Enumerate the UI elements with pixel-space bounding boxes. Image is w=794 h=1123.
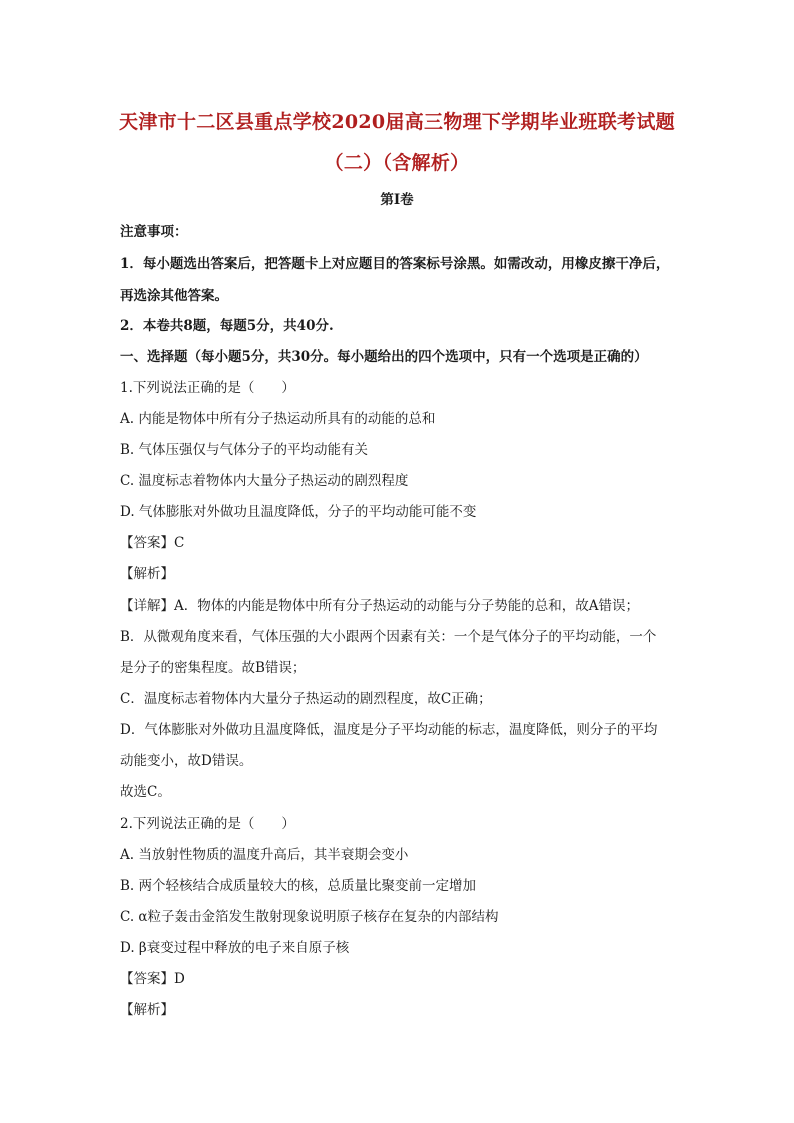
question-1-option-d: D. 气体膨胀对外做功且温度降低，分子的平均动能可能不变 <box>120 504 477 520</box>
question-2-option-d: D. β衰变过程中释放的电子来自原子核 <box>120 940 350 956</box>
notes-heading: 注意事项： <box>120 224 188 240</box>
question-1-option-c: C. 温度标志着物体内大量分子热运动的剧烈程度 <box>120 473 409 489</box>
section-heading: 一、选择题（每小题5分，共30分。每小题给出的四个选项中，只有一个选项是正确的） <box>120 349 648 365</box>
question-1-detail-line-3: 是分子的密集程度。故B错误； <box>120 660 306 676</box>
question-1-stem: 1.下列说法正确的是（ ） <box>120 380 295 396</box>
question-1-detail-line-1: 【详解】A．物体的内能是物体中所有分子热运动的动能与分子势能的总和，故A错误； <box>120 598 639 614</box>
document-title-line-1: 天津市十二区县重点学校2020届高三物理下学期毕业班联考试题 <box>119 111 675 133</box>
volume-label: 第Ⅰ卷 <box>380 192 414 208</box>
question-1-analysis-label: 【解析】 <box>120 566 174 582</box>
question-2-analysis-label: 【解析】 <box>120 1002 174 1018</box>
notes-item-1-line-2: 再选涂其他答案。 <box>120 288 228 304</box>
question-1-answer: 【答案】C <box>120 535 185 551</box>
question-1-detail-line-4: C．温度标志着物体内大量分子热运动的剧烈程度，故C正确； <box>120 691 492 707</box>
question-1-option-a: A. 内能是物体中所有分子热运动所具有的动能的总和 <box>120 411 436 427</box>
notes-item-1-line-1: 1．每小题选出答案后，把答题卡上对应题目的答案标号涂黑。如需改动，用橡皮擦干净后， <box>120 256 670 272</box>
question-1-detail-line-5: D．气体膨胀对外做功且温度降低，温度是分子平均动能的标志，温度降低，则分子的平均 <box>120 722 658 738</box>
question-2-stem: 2.下列说法正确的是（ ） <box>120 816 295 832</box>
question-1-detail-line-2: B．从微观角度来看，气体压强的大小跟两个因素有关：一个是气体分子的平均动能，一个 <box>120 629 657 645</box>
question-2-answer: 【答案】D <box>120 971 185 987</box>
question-2-option-c: C. α粒子轰击金箔发生散射现象说明原子核存在复杂的内部结构 <box>120 909 499 925</box>
notes-item-2: 2．本卷共8题，每题5分，共40分. <box>120 318 334 334</box>
question-2-option-a: A. 当放射性物质的温度升高后，其半衰期会变小 <box>120 847 409 863</box>
question-1-detail-line-6: 动能变小，故D错误。 <box>120 753 253 769</box>
question-2-option-b: B. 两个轻核结合成质量较大的核，总质量比聚变前一定增加 <box>120 878 477 894</box>
question-1-option-b: B. 气体压强仅与气体分子的平均动能有关 <box>120 442 369 458</box>
question-1-detail-line-7: 故选C。 <box>120 784 171 800</box>
document-title-line-2: （二）（含解析） <box>324 152 470 174</box>
